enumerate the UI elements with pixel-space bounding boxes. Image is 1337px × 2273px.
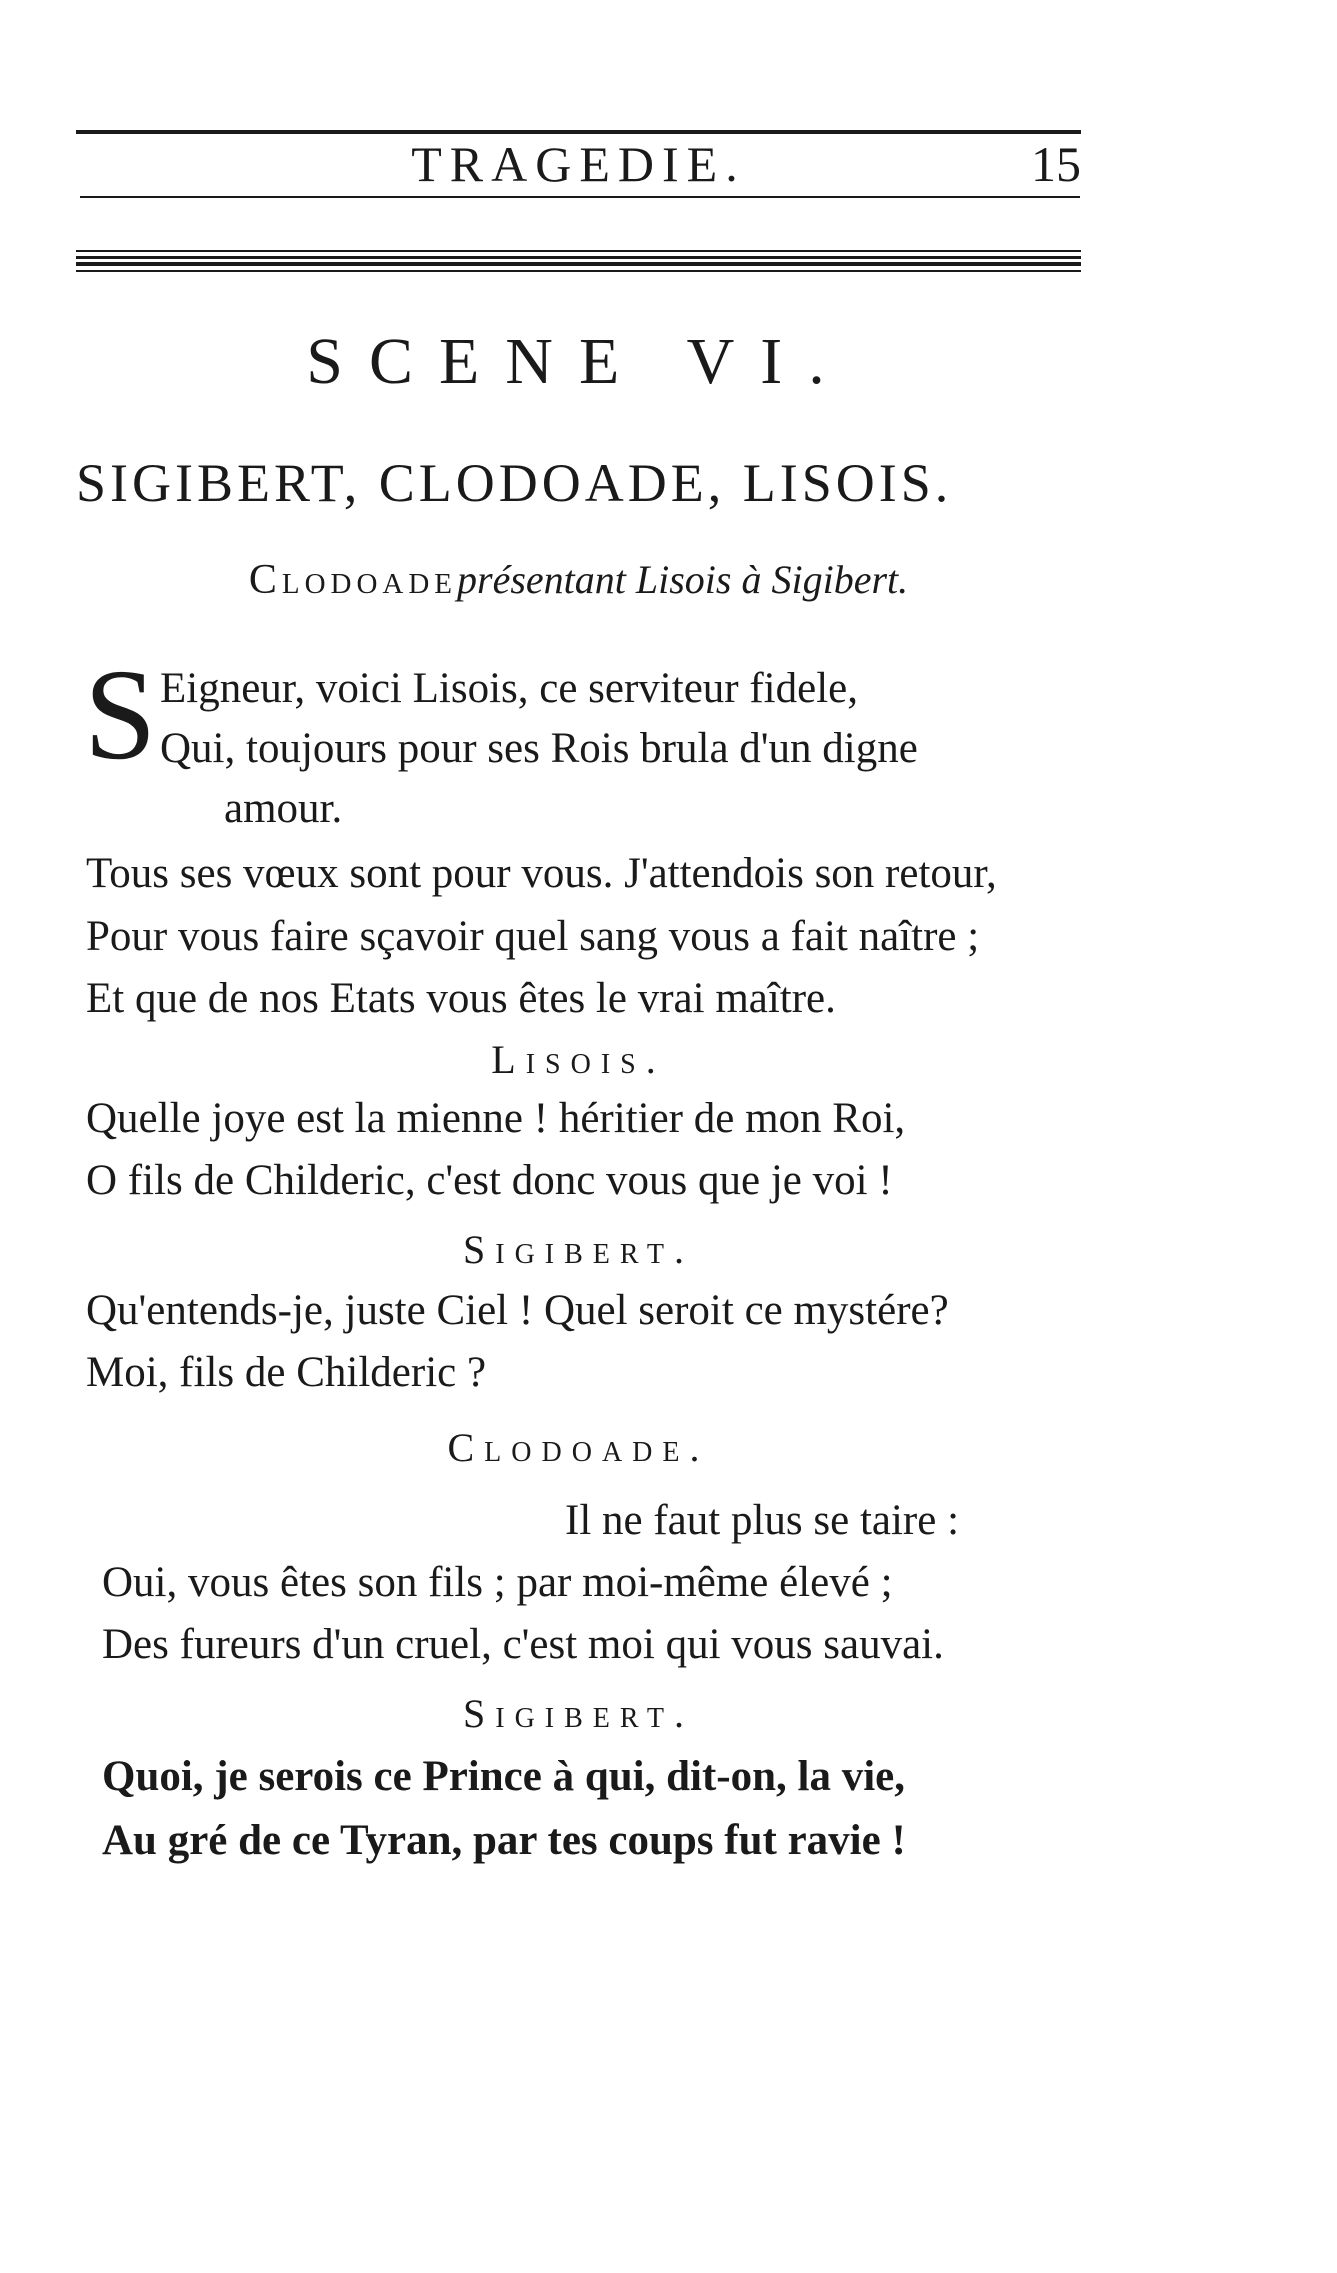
speaker-name: Clodoade. — [447, 1425, 710, 1470]
verse-line: Des fureurs d'un cruel, c'est moi qui vous sauvai. — [102, 1621, 944, 1668]
verse-line: Qu'entends-je, juste Ciel ! Quel seroit ce mystére? — [86, 1287, 949, 1334]
verse-line: Oui, vous êtes son fils ; par moi-même élevé ; — [102, 1559, 893, 1606]
verse-line: Il ne faut plus se taire : — [565, 1497, 960, 1544]
ornament-line — [76, 270, 1081, 272]
speaker-name: Sigibert. — [463, 1227, 694, 1272]
page-number: 15 — [1031, 136, 1081, 192]
running-title: TRAGEDIE. — [411, 136, 746, 192]
verse-line: O fils de Childeric, c'est donc vous que je voi ! — [86, 1157, 893, 1204]
verse-line: Quoi, je serois ce Prince à qui, dit-on, la vie, — [102, 1753, 905, 1800]
header-rule-bottom — [80, 196, 1080, 198]
ornament-line — [76, 256, 1081, 259]
verse-line: Tous ses vœux sont pour vous. J'attendois son retour, — [86, 850, 997, 897]
ornament-line — [76, 262, 1081, 266]
header-rule-top — [76, 130, 1081, 134]
ornament-line — [76, 250, 1081, 252]
verse-line: Eigneur, voici Lisois, ce serviteur fidele, — [160, 665, 858, 712]
stage-direction-text: présentant Lisois à Sigibert. — [457, 557, 909, 602]
speaker-name: Lisois. — [491, 1037, 666, 1082]
stage-direction-speaker: Clodoade — [248, 557, 458, 603]
verse-line: Pour vous faire sçavoir quel sang vous a fait naître ; — [86, 913, 980, 960]
verse-line: Moi, fils de Childeric ? — [86, 1349, 487, 1396]
verse-line: Au gré de ce Tyran, par tes coups fut ravie ! — [102, 1817, 906, 1864]
scene-title: SCENE VI. — [306, 325, 851, 398]
drop-cap: S — [84, 643, 157, 787]
stage-direction — [76, 552, 1081, 608]
verse-line: Quelle joye est la mienne ! héritier de mon Roi, — [86, 1095, 906, 1142]
scene-characters: SIGIBERT, CLODOADE, LISOIS. — [76, 453, 953, 513]
verse-line: amour. — [224, 785, 343, 832]
ornamental-rule — [76, 250, 1081, 276]
speaker-name: Sigibert. — [463, 1691, 694, 1736]
verse-line: Et que de nos Etats vous êtes le vrai maître. — [86, 975, 836, 1022]
verse-line: Qui, toujours pour ses Rois brula d'un digne — [160, 725, 918, 772]
running-head — [76, 136, 1081, 192]
